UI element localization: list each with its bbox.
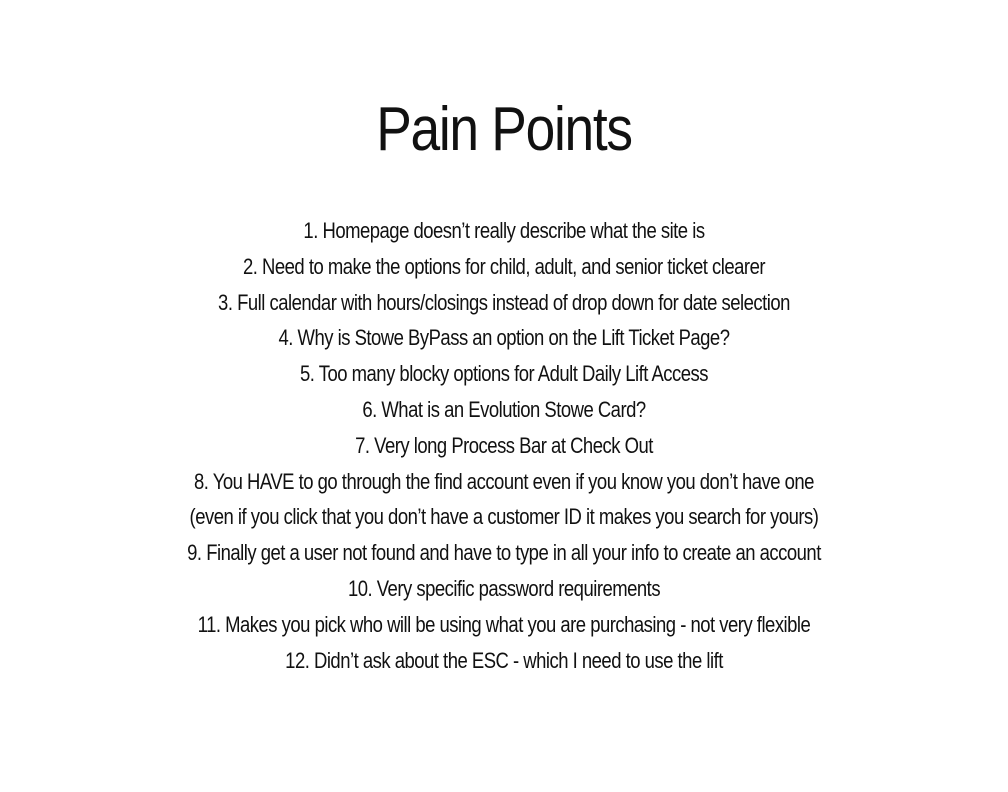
list-item: 6. What is an Evolution Stowe Card? xyxy=(362,396,646,422)
list-item: 11. Makes you pick who will be using what you are purchasing - not very flexible xyxy=(197,611,811,637)
page-title: Pain Points xyxy=(376,95,632,164)
list-item-continuation: (even if you click that you don’t have a customer ID it makes you search for yours) xyxy=(189,504,819,530)
list-item: 3. Full calendar with hours/closings instead of drop down for date selection xyxy=(218,289,790,315)
list-item: 9. Finally get a user not found and have to type in all your info to create an account xyxy=(187,540,821,566)
list-item: 12. Didn’t ask about the ESC - which I need to use the lift xyxy=(285,647,723,673)
list-item: 7. Very long Process Bar at Check Out xyxy=(355,432,653,458)
list-item: 10. Very specific password requirements xyxy=(347,575,661,601)
list-item: 4. Why is Stowe ByPass an option on the Lift Ticket Page? xyxy=(278,325,730,351)
list-item: 2. Need to make the options for child, adult, and senior ticket clearer xyxy=(242,253,766,279)
list-item: 5. Too many blocky options for Adult Daily Lift Access xyxy=(300,361,708,387)
list-item: 8. You HAVE to go through the find account even if you know you don’t have one xyxy=(194,468,814,494)
pain-points-list xyxy=(0,213,1008,678)
list-item: 1. Homepage doesn’t really describe what the site is xyxy=(303,218,705,243)
